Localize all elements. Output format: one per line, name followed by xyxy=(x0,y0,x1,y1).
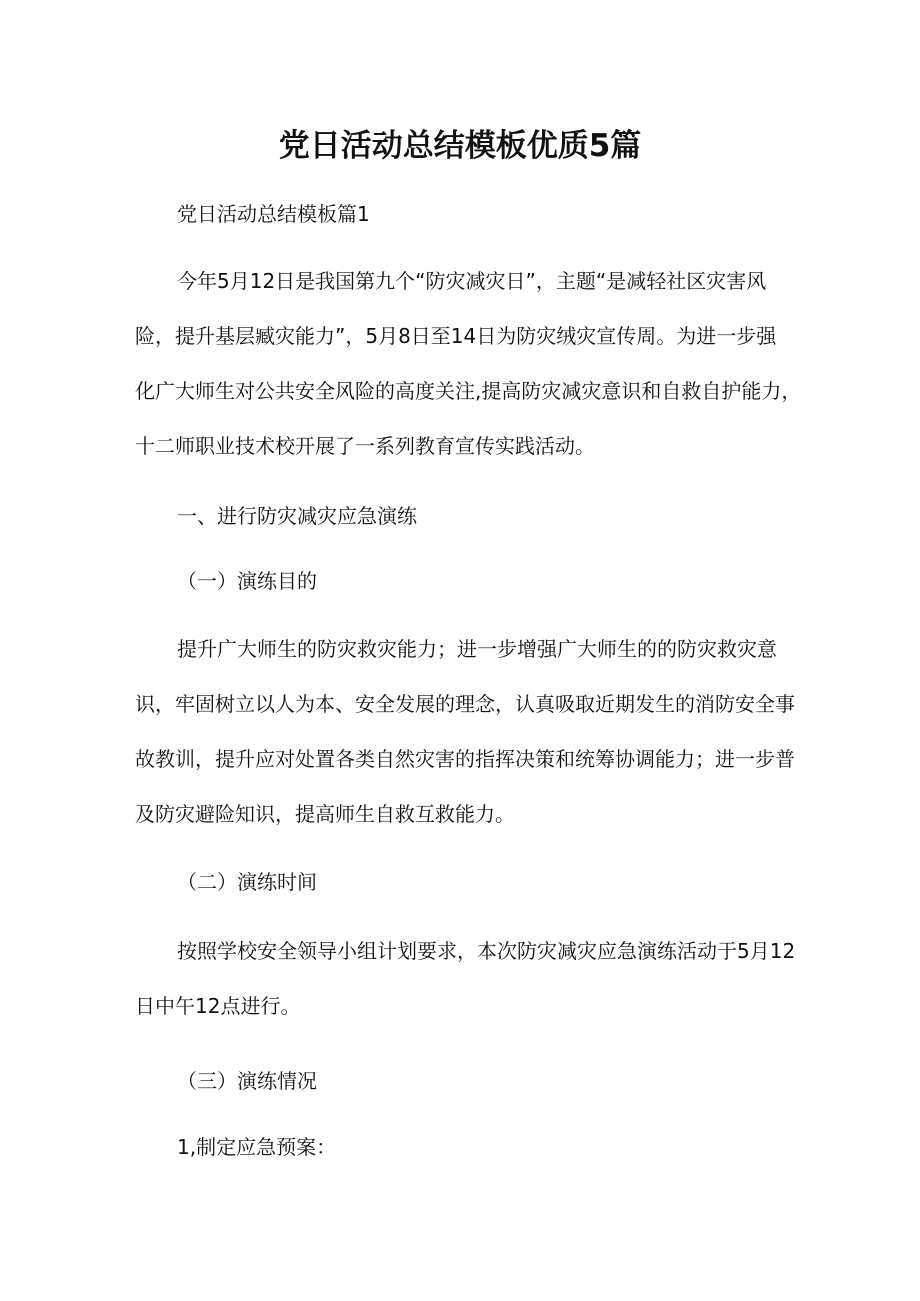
paragraph-2-line-1: 提升广大师生的防灾救灾能力；进一步增强广大师生的的防灾救灾意 xyxy=(177,637,777,661)
paragraph-2-line-3: 故教训，提升应对处置各类自然灾害的指挥决策和统筹协调能力；进一步普 xyxy=(135,747,795,771)
subheading-2: （二）演练时间 xyxy=(177,870,317,894)
subheading-1: （一）演练目的 xyxy=(177,569,317,593)
document-title: 党日活动总结模板优质5篇 xyxy=(278,128,642,164)
paragraph-1-line-4: 十二师职业技术校开展了一系列教育宣传实践活动。 xyxy=(135,434,595,458)
paragraph-3-line-1: 按照学校安全领导小组计划要求，本次防灾减灾应急演练活动于5月12 xyxy=(177,939,796,963)
subheading-3: （三）演练情况 xyxy=(177,1069,317,1093)
paragraph-2-line-2: 识，牢固树立以人为本、安全发展的理念，认真吸取近期发生的消防安全事 xyxy=(135,692,795,716)
list-item-1: 1,制定应急预案： xyxy=(177,1135,337,1159)
heading-1: 一、进行防灾减灾应急演练 xyxy=(177,504,417,528)
section-subtitle: 党日活动总结模板篇1 xyxy=(177,202,370,226)
paragraph-1-line-3: 化广大师生对公共安全风险的高度关注,提高防灾减灾意识和自救自护能力， xyxy=(135,379,802,403)
paragraph-1-line-1: 今年5月12日是我国第九个“防灾减灾日”，主题“是减轻社区灾害风 xyxy=(177,269,767,293)
paragraph-3-line-2: 日中午12点进行。 xyxy=(135,994,301,1018)
paragraph-1-line-2: 险，提升基层臧灾能力”，5月8日至14日为防灾绒灾宣传周。为进一步强 xyxy=(135,324,777,348)
paragraph-2-line-4: 及防灾避险知识，提高师生自救互救能力。 xyxy=(135,802,515,826)
